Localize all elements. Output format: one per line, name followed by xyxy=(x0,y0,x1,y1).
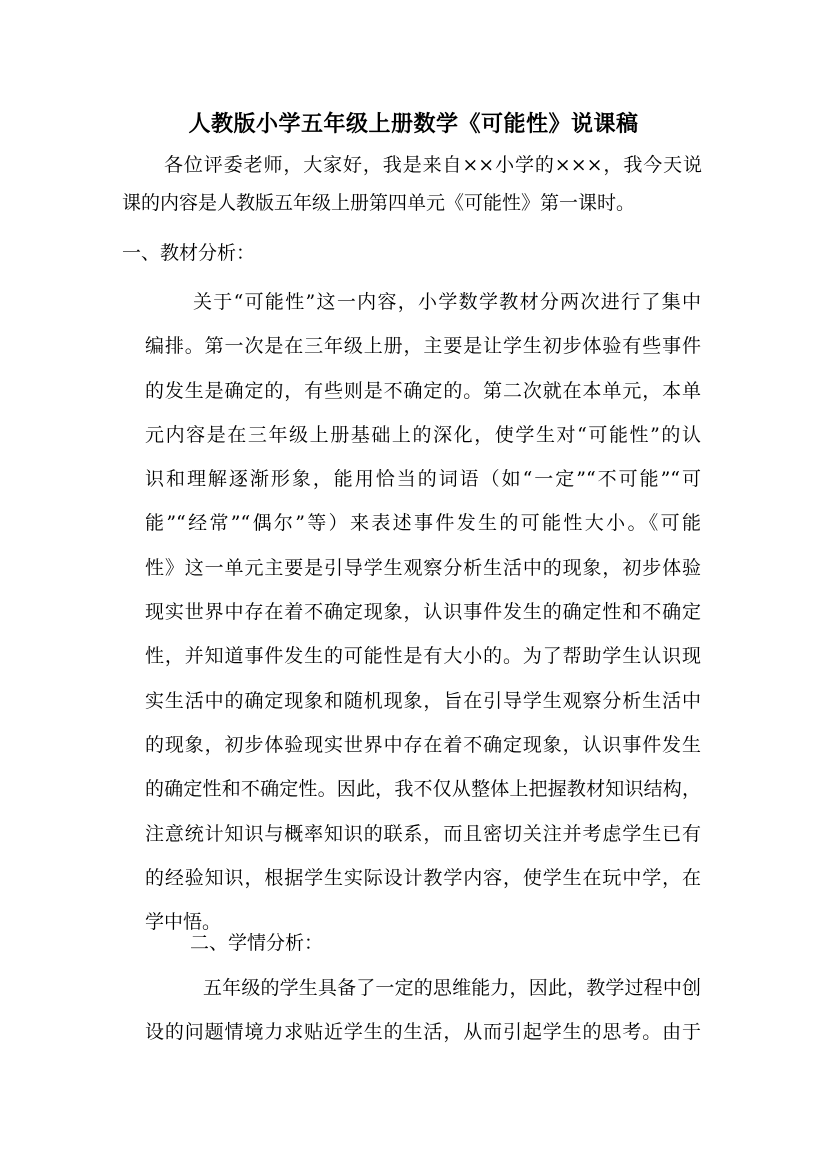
paragraph-line: 元内容是在三年级上册基础上的深化，使学生对“可能性”的认 xyxy=(145,423,701,446)
intro-line: 各位评委老师，大家好，我是来自××小学的×××，我今天说 xyxy=(164,154,702,176)
paragraph-line: 学中悟。 xyxy=(145,911,222,934)
paragraph-line: 的现象，初步体验现实世界中存在着不确定现象，认识事件发生 xyxy=(145,733,701,756)
intro-line: 课的内容是人教版五年级上册第四单元《可能性》第一课时。 xyxy=(122,192,636,214)
paragraph-line: 编排。第一次是在三年级上册，主要是让学生初步体验有些事件 xyxy=(145,335,701,358)
section-heading-textbook-analysis: 一、教材分析： xyxy=(122,242,256,264)
paragraph-line: 性，并知道事件发生的可能性是有大小的。为了帮助学生认识现 xyxy=(145,645,701,668)
paragraph-line: 注意统计知识与概率知识的联系，而且密切关注并考虑学生已有 xyxy=(145,822,701,845)
paragraph-line: 设的问题情境力求贴近学生的生活，从而引起学生的思考。由于 xyxy=(145,1021,701,1043)
paragraph-line: 识和理解逐渐形象，能用恰当的词语（如“一定”“不可能”“可 xyxy=(145,468,701,491)
section-heading-student-analysis: 二、学情分析： xyxy=(190,932,324,954)
paragraph-line: 的确定性和不确定性。因此，我不仅从整体上把握教材知识结构， xyxy=(145,778,701,801)
paragraph-line: 关于“可能性”这一内容，小学数学教材分两次进行了集中 xyxy=(193,291,701,313)
student-analysis-paragraph xyxy=(145,966,701,1054)
intro-paragraph xyxy=(122,146,702,222)
paragraph-line: 性》这一单元主要是引导学生观察分析生活中的现象，初步体验 xyxy=(145,556,701,579)
paragraph-line: 五年级的学生具备了一定的思维能力，因此，教学过程中创 xyxy=(203,977,701,999)
paragraph-line: 的发生是确定的，有些则是不确定的。第二次就在本单元，本单 xyxy=(145,379,701,402)
paragraph-line: 实生活中的确定现象和随机现象，旨在引导学生观察分析生活中 xyxy=(145,689,701,712)
document-title: 人教版小学五年级上册数学《可能性》说课稿 xyxy=(188,111,639,137)
textbook-analysis-paragraph xyxy=(145,280,701,944)
paragraph-line: 的经验知识，根据学生实际设计教学内容，使学生在玩中学，在 xyxy=(145,866,701,889)
paragraph-line: 能”“经常”“偶尔”等）来表述事件发生的可能性大小。《可能 xyxy=(145,512,701,535)
paragraph-line: 现实世界中存在着不确定现象，认识事件发生的确定性和不确定 xyxy=(145,601,701,624)
